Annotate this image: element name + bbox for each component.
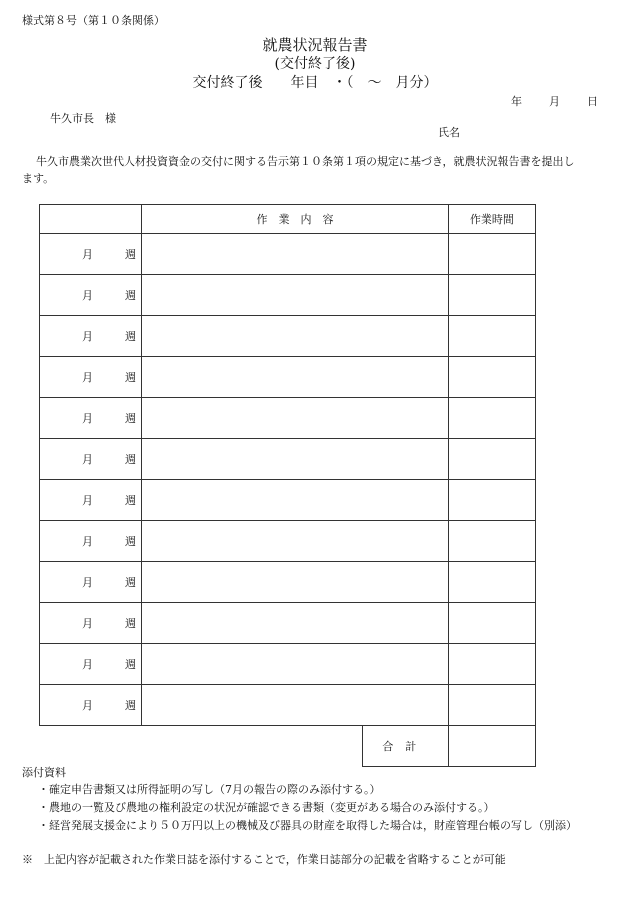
- month-label: 月: [82, 412, 93, 425]
- document-title: 就農状況報告書: [262, 36, 368, 54]
- work-hours-cell[interactable]: [448, 562, 535, 603]
- work-hours-cell[interactable]: [448, 521, 535, 562]
- month-label: 月: [82, 658, 93, 671]
- work-hours-cell[interactable]: [448, 644, 535, 685]
- attachments-title: 添付資料: [22, 766, 66, 779]
- week-label: 週: [125, 535, 136, 548]
- month-label: 月: [82, 453, 93, 466]
- period-cell[interactable]: [40, 521, 142, 562]
- footnote: ※ 上記内容が記載された作業日誌を添付することで，作業日誌部分の記載を省略することが可能: [22, 853, 506, 866]
- work-content-cell[interactable]: [142, 316, 449, 357]
- week-label: 週: [125, 330, 136, 343]
- period-cell[interactable]: [40, 685, 142, 726]
- table-row: [40, 398, 536, 439]
- work-content-cell[interactable]: [142, 562, 449, 603]
- week-label: 週: [125, 699, 136, 712]
- attachment-item: ・確定申告書類又は所得証明の写し（7月の報告の際のみ添付する。）: [38, 783, 381, 796]
- work-content-cell[interactable]: [142, 357, 449, 398]
- period-cell[interactable]: [40, 357, 142, 398]
- period-cell[interactable]: [40, 644, 142, 685]
- month-label: 月: [82, 289, 93, 302]
- work-hours-cell[interactable]: [448, 234, 535, 275]
- period-cell[interactable]: [40, 480, 142, 521]
- date-month: 月: [549, 95, 560, 108]
- attachment-item: ・経営発展支援金により５０万円以上の機械及び器具の財産を取得した場合は，財産管理台帳の写し（別添）: [38, 819, 577, 832]
- addressee: 牛久市長 様: [50, 112, 116, 125]
- week-label: 週: [125, 371, 136, 384]
- table-row: [40, 439, 536, 480]
- month-label: 月: [82, 330, 93, 343]
- table-row: [40, 521, 536, 562]
- total-cell: [142, 726, 449, 767]
- work-hours-cell[interactable]: [448, 398, 535, 439]
- week-label: 週: [125, 576, 136, 589]
- month-label: 月: [82, 494, 93, 507]
- work-report-table: [39, 204, 536, 767]
- work-hours-cell[interactable]: [448, 603, 535, 644]
- table-header-work-hours: 作業時間: [448, 205, 535, 234]
- period-cell[interactable]: [40, 398, 142, 439]
- table-row: [40, 234, 536, 275]
- period-cell[interactable]: [40, 316, 142, 357]
- table-row: [40, 480, 536, 521]
- document-subtitle: (交付終了後): [274, 56, 356, 72]
- month-label: 月: [82, 535, 93, 548]
- date-year: 年: [511, 95, 522, 108]
- date-day: 日: [587, 95, 598, 108]
- week-label: 週: [125, 412, 136, 425]
- table-row: [40, 685, 536, 726]
- work-content-cell[interactable]: [142, 644, 449, 685]
- week-label: 週: [125, 289, 136, 302]
- table-header-period: [40, 205, 142, 234]
- work-hours-cell[interactable]: [448, 480, 535, 521]
- period-cell[interactable]: [40, 603, 142, 644]
- month-label: 月: [82, 371, 93, 384]
- total-row: [40, 726, 536, 767]
- total-label: 合計: [362, 726, 448, 767]
- work-content-cell[interactable]: [142, 234, 449, 275]
- period-cell[interactable]: [40, 562, 142, 603]
- period-line: 交付終了後 年目 ・（ ～ 月分）: [192, 75, 438, 91]
- week-label: 週: [125, 248, 136, 261]
- table-row: [40, 603, 536, 644]
- work-content-cell[interactable]: [142, 685, 449, 726]
- month-label: 月: [82, 699, 93, 712]
- work-hours-cell[interactable]: [448, 439, 535, 480]
- table-header-work-content: 作 業 内 容: [142, 205, 449, 234]
- work-content-cell[interactable]: [142, 439, 449, 480]
- work-hours-cell[interactable]: [448, 316, 535, 357]
- work-hours-cell[interactable]: [448, 357, 535, 398]
- total-spacer: [40, 726, 142, 767]
- work-hours-cell[interactable]: [448, 685, 535, 726]
- work-content-cell[interactable]: [142, 275, 449, 316]
- name-label: 氏名: [438, 126, 460, 139]
- period-cell[interactable]: [40, 234, 142, 275]
- week-label: 週: [125, 658, 136, 671]
- work-content-cell[interactable]: [142, 398, 449, 439]
- body-text: 牛久市農業次世代人材投資資金の交付に関する告示第１０条第１項の規定に基づき，就農状況報告書を提出します。: [22, 155, 575, 185]
- table-header-row: [40, 205, 536, 234]
- week-label: 週: [125, 453, 136, 466]
- table-row: [40, 275, 536, 316]
- period-cell[interactable]: [40, 439, 142, 480]
- month-label: 月: [82, 248, 93, 261]
- work-hours-cell[interactable]: [448, 275, 535, 316]
- work-content-cell[interactable]: [142, 603, 449, 644]
- week-label: 週: [125, 617, 136, 630]
- month-label: 月: [82, 617, 93, 630]
- work-content-cell[interactable]: [142, 521, 449, 562]
- table-row: [40, 316, 536, 357]
- work-content-cell[interactable]: [142, 480, 449, 521]
- week-label: 週: [125, 494, 136, 507]
- attachment-item: ・農地の一覧及び農地の権利設定の状況が確認できる書類（変更がある場合のみ添付する。）: [38, 801, 495, 814]
- form-number: 様式第８号（第１０条関係）: [22, 14, 165, 27]
- table-row: [40, 357, 536, 398]
- period-cell[interactable]: [40, 275, 142, 316]
- table-row: [40, 562, 536, 603]
- total-hours-cell[interactable]: [448, 726, 535, 767]
- month-label: 月: [82, 576, 93, 589]
- table-row: [40, 644, 536, 685]
